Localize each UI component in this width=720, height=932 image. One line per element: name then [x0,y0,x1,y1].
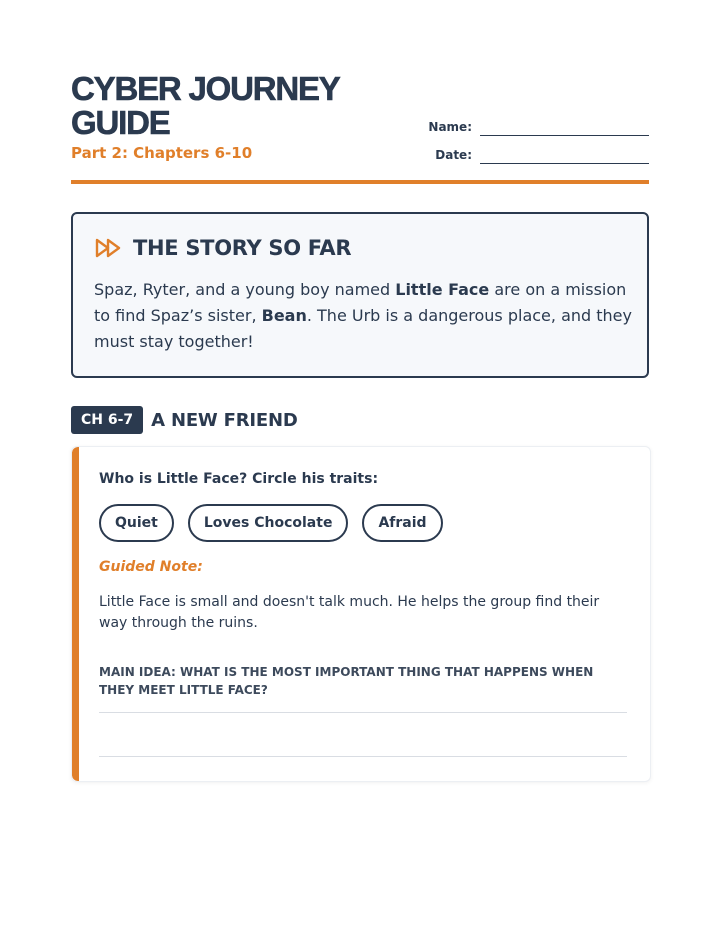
page-title [71,72,371,140]
story-heading [95,236,351,260]
student-fields [429,118,649,174]
story-text-bold: Bean [261,306,307,325]
story-text-bold: Little Face [395,280,490,299]
story-text-part: Spaz, Ryter, and a young boy named [94,280,396,299]
story-title: THE STORY SO FAR [133,236,352,260]
name-field [429,118,649,146]
answer-line[interactable] [99,756,627,757]
date-write-line[interactable] [480,163,649,164]
trait-option-afraid[interactable]: Afraid [362,504,442,542]
trait-option-quiet[interactable]: Quiet [99,504,174,542]
header-divider [71,180,649,184]
story-so-far-box [71,212,649,378]
guided-note-label: Guided Note: [99,559,203,575]
trait-options [99,504,457,542]
card-accent-bar [72,447,79,781]
guided-note-text: Little Face is small and doesn't talk much. He helps the group find their way through the ruins. [99,594,600,631]
page-subtitle: Part 2: Chapters 6-10 [71,144,253,162]
date-field [429,146,649,174]
answer-line[interactable] [99,712,627,713]
story-text [94,277,634,355]
story-text-part: are on a mission to find Spaz’s sister, [94,280,627,325]
title-line-1: CYBER JOURNEY [71,70,340,107]
name-label: Name: [428,120,472,134]
name-write-line[interactable] [480,135,649,136]
trait-option-loves-chocolate[interactable]: Loves Chocolate [188,504,349,542]
worksheet-header [71,72,649,180]
traits-question: Who is Little Face? Circle his traits: [99,471,379,487]
chapter-badge: CH 6-7 [71,406,143,434]
chapter-heading [71,406,298,434]
fast-forward-icon [95,237,123,259]
main-idea-question: MAIN IDEA: WHAT IS THE MOST IMPORTANT THING THAT HAPPENS WHEN THEY MEET LITTLE FACE? [99,665,594,697]
title-line-2: GUIDE [71,104,170,141]
chapter-title: A NEW FRIEND [151,409,298,431]
story-text-part: . The Urb is a dangerous place, and they must stay together! [94,306,632,351]
date-label: Date: [435,148,472,162]
chapter-card [71,446,651,782]
worksheet-page [71,70,649,697]
